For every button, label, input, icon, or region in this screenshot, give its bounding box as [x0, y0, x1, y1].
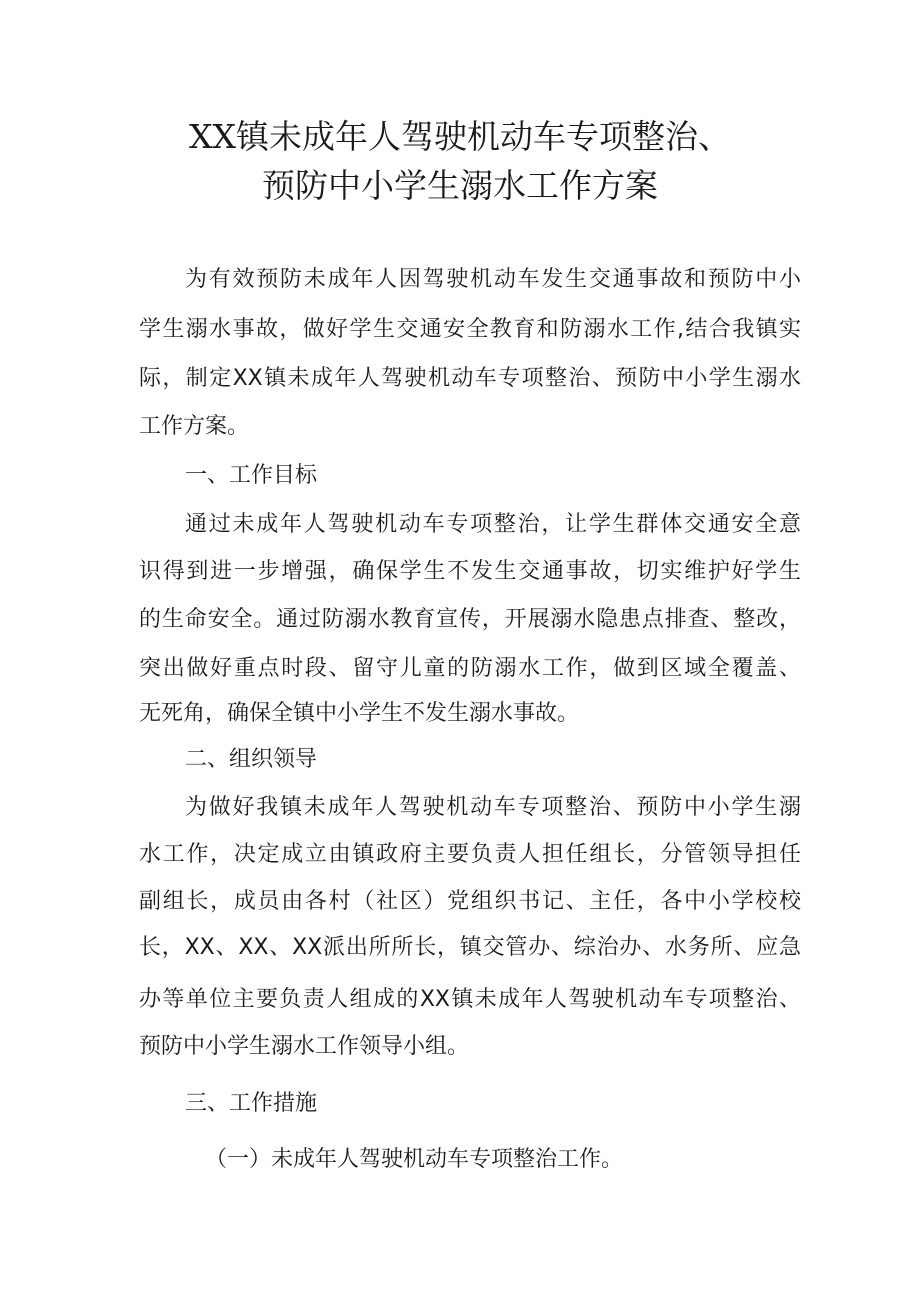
section-1-line-5: 无死角，确保全镇中小学生不发生溺水事故。 — [139, 701, 580, 726]
section-1-line-1: 通过未成年人驾驶机动车专项整治，让学生群体交通安全意 — [185, 512, 801, 537]
intro-line-1: 为有效预防未成年人因驾驶机动车发生交通事故和预防中小 — [185, 267, 801, 292]
intro-line-4: 工作方案。 — [139, 414, 250, 439]
section-1-line-2: 识得到进一步增强，确保学生不发生交通事故，切实维护好学生 — [139, 559, 801, 584]
intro-line-3: 际，制定XX镇未成年人驾驶机动车专项整治、预防中小学生溺水 — [139, 366, 801, 391]
section-2-line-1: 为做好我镇未成年人驾驶机动车专项整治、预防中小学生溺 — [185, 795, 801, 820]
section-1-heading: 一、工作目标 — [185, 463, 318, 488]
section-2-line-3: 副组长，成员由各村（社区）党组织书记、主任，各中小学校校 — [139, 889, 801, 914]
section-2-line-6: 预防中小学生溺水工作领导小组。 — [139, 1034, 470, 1059]
section-2-line-4: 长，XX、XX、XX派出所所长，镇交管办、综治办、水务所、应急 — [139, 935, 801, 960]
document-title-line-2: 预防中小学生溺水工作方案 — [262, 166, 658, 205]
section-3-subheading: （一）未成年人驾驶机动车专项整治工作。 — [205, 1147, 624, 1172]
section-2-line-5: 办等单位主要负责人组成的XX镇未成年人驾驶机动车专项整治、 — [139, 987, 801, 1012]
section-2-heading: 二、组织领导 — [185, 747, 318, 772]
section-2-line-2: 水工作，决定成立由镇政府主要负责人担任组长，分管领导担任 — [139, 842, 801, 867]
section-1-line-3: 的生命安全。通过防溺水教育宣传，开展溺水隐患点排查、整改， — [139, 607, 801, 632]
section-3-heading: 三、工作措施 — [185, 1091, 318, 1116]
intro-line-2: 学生溺水事故，做好学生交通安全教育和防溺水工作,结合我镇实 — [139, 317, 801, 342]
document-title-line-1: XX镇未成年人驾驶机动车专项整治、 — [189, 117, 731, 156]
section-1-line-4: 突出做好重点时段、留守儿童的防溺水工作，做到区域全覆盖、 — [139, 656, 801, 681]
